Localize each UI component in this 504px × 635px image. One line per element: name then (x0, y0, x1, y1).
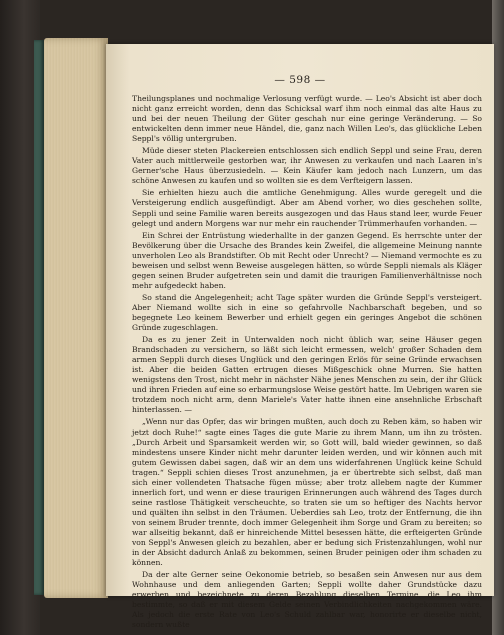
paragraph: Müde dieser steten Plackereien entschlossen sich endlich Seppl und seine Frau, deren Vater auch mittlerweile gestorben war, ihr Anwesen zu verkaufen und nach Laaren in's Gerner'sche Haus überzusiedeln. — Kein Käufer kam jedoch nach Lunzern, um das schöne Anwesen zu kaufen und so wollten sie es dem Verfteigern lassen. (132, 146, 482, 186)
paragraph: Da der alte Gerner seine Oekonomie betrieb, so besaßen sein Anwesen nur aus dem Wohnhause und dem anliegenden Garten; Seppli wollte daher Grundstücke dazu erwerben und bezeichnete zu deren Bezahlung dieselben Termine, die Leo ihm bestimmte, so daß er mit diesem Gelde seinen Verbindlichkeiten nachgekommen wäre. Als jedoch die erste Rate von Leo's Schuld zahlbar war, honorirte er dieselbe nicht, sondern wußte (132, 570, 482, 630)
paragraph: „Wenn nur das Opfer, das wir bringen mußten, auch doch zu Reben käm, so haben wir jetzt doch Ruhe!“ sagte eines Tages die gute Marie zu ihrem Mann, um ihn zu trösten. „Durch Arbeit und Sparsamkeit werden wir, so Gott will, bald wieder gewinnen, so daß mindestens unsere Kinder nicht mehr darunter leiden werden, und wir können auch mit gutem Gewissen dabei sagen, daß wir an dem uns widerfahrenen Unglück keine Schuld tragen.“ Seppli schien dieses Trost anzunehmen, ja er übertrebte sich selbst, daß man sich einer vollendeten Thatsache fügen müsse; aber trotz allebem nagte der Kummer innerlich fort, und wenn er diese traurigen Erinnerungen auch während des Tages durch seine rastlose Thätigkeit verscheuchte, so traten sie um so heftiger des Nachts hervor und quälten ihn selbst in den Träumen. Ueberdies sah Leo, trotz der Entfernung, die ihn von seinem Bruder trennte, doch immer Gelegenheit ihm Sorge und Gram zu bereiten; so war allseitig bekannt, daß er hinreichende Mittel besessen hätte, die erfteigerten Gründe von Seppl's Anwesen gleich zu bezahlen, aber er bedung sich Fristenzahlungen, wohl nur in der Absicht dadurch Anlaß zu bekommen, seinen Bruder peinigen oder ihm schaden zu können. (132, 417, 482, 568)
page-stack-edge (44, 38, 108, 598)
paragraph: Sie erhielten hiezu auch die amtliche Genehmigung. Alles wurde geregelt und die Versteigerung endlich ausgefündigt. Aber am Abend vorher, wo dies geschehen sollte, Seppli und seine Familie waren bereits ausgezogen und das Haus stand leer, wurde Feuer gelegt und andern Morgens war nur mehr ein rauchender Trümmerhaufen vorhanden. — (132, 188, 482, 228)
body-text (132, 94, 482, 632)
book-spine-board (34, 40, 44, 595)
paragraph: Theilungsplanes und nochmalige Verlosung verfügt wurde. — Leo's Absicht ist aber doch nicht ganz erreicht worden, denn das Schicksal warf ihm noch einmal das alte Haus zu und bei der neuen Theilung der Güter geschah nur eine geringe Veränderung. — So entwickelten denn immer neue Händel, die, ganz nach Willen Leo's, das glückliche Leben Seppl's völlig untergruben. (132, 94, 482, 144)
paragraph: So stand die Angelegenheit; acht Tage später wurden die Gründe Seppl's versteigert. Aber Niemand wollte sich in eine so gefahrvolle Nachbarschaft begeben, und so begegnete Leo keinem Bewerber und erhielt gegen ein geringes Angebot die schönen Gründe zugeschlagen. (132, 292, 482, 333)
page-number: — 598 — (274, 74, 326, 86)
book-page (106, 44, 494, 630)
paragraph: Ein Schrei der Entrüstung wiederhallte in der ganzen Gegend. Es herrschte unter der Bevölkerung über die Ursache des Brandes kein Zweifel, die allgemeine Meinung nannte unverholen Leo als Brandstifter. Ob mit Recht oder Unrecht? — Niemand vermochte es zu beweisen und selbst wenn Beweise ausgelegen hätten, so würde Seppli niemals als Kläger gegen seinen Bruder aufgetreten sein und damit die traurigen Familienverhältnisse noch mehr aufgedeckt haben. (132, 230, 482, 290)
paragraph: Da es zu jener Zeit in Unterwalden noch nicht üblich war, seine Häuser gegen Brandschaden zu versichern, so läßt sich leicht ermessen, welch' großer Schaden dem armen Seppli durch dieses Unglück und den geringen Erlös für seine Gründe erwachsen ist. Aber die beiden Gatten ertrugen dieses Mißgeschick ohne Murren. Sie hatten wenigstens den Trost, nicht mehr in nächster Nähe jenes Menschen zu sein, der ihr Glück und ihren Frieden auf eine so erbarmungslose Weise gestört hatte. Im Uebrigen waren sie trotzdem noch nicht arm, denn Mariele's Vater hatte ihnen eine ansehnliche Erbschaft hinterlassen. — (132, 335, 482, 415)
